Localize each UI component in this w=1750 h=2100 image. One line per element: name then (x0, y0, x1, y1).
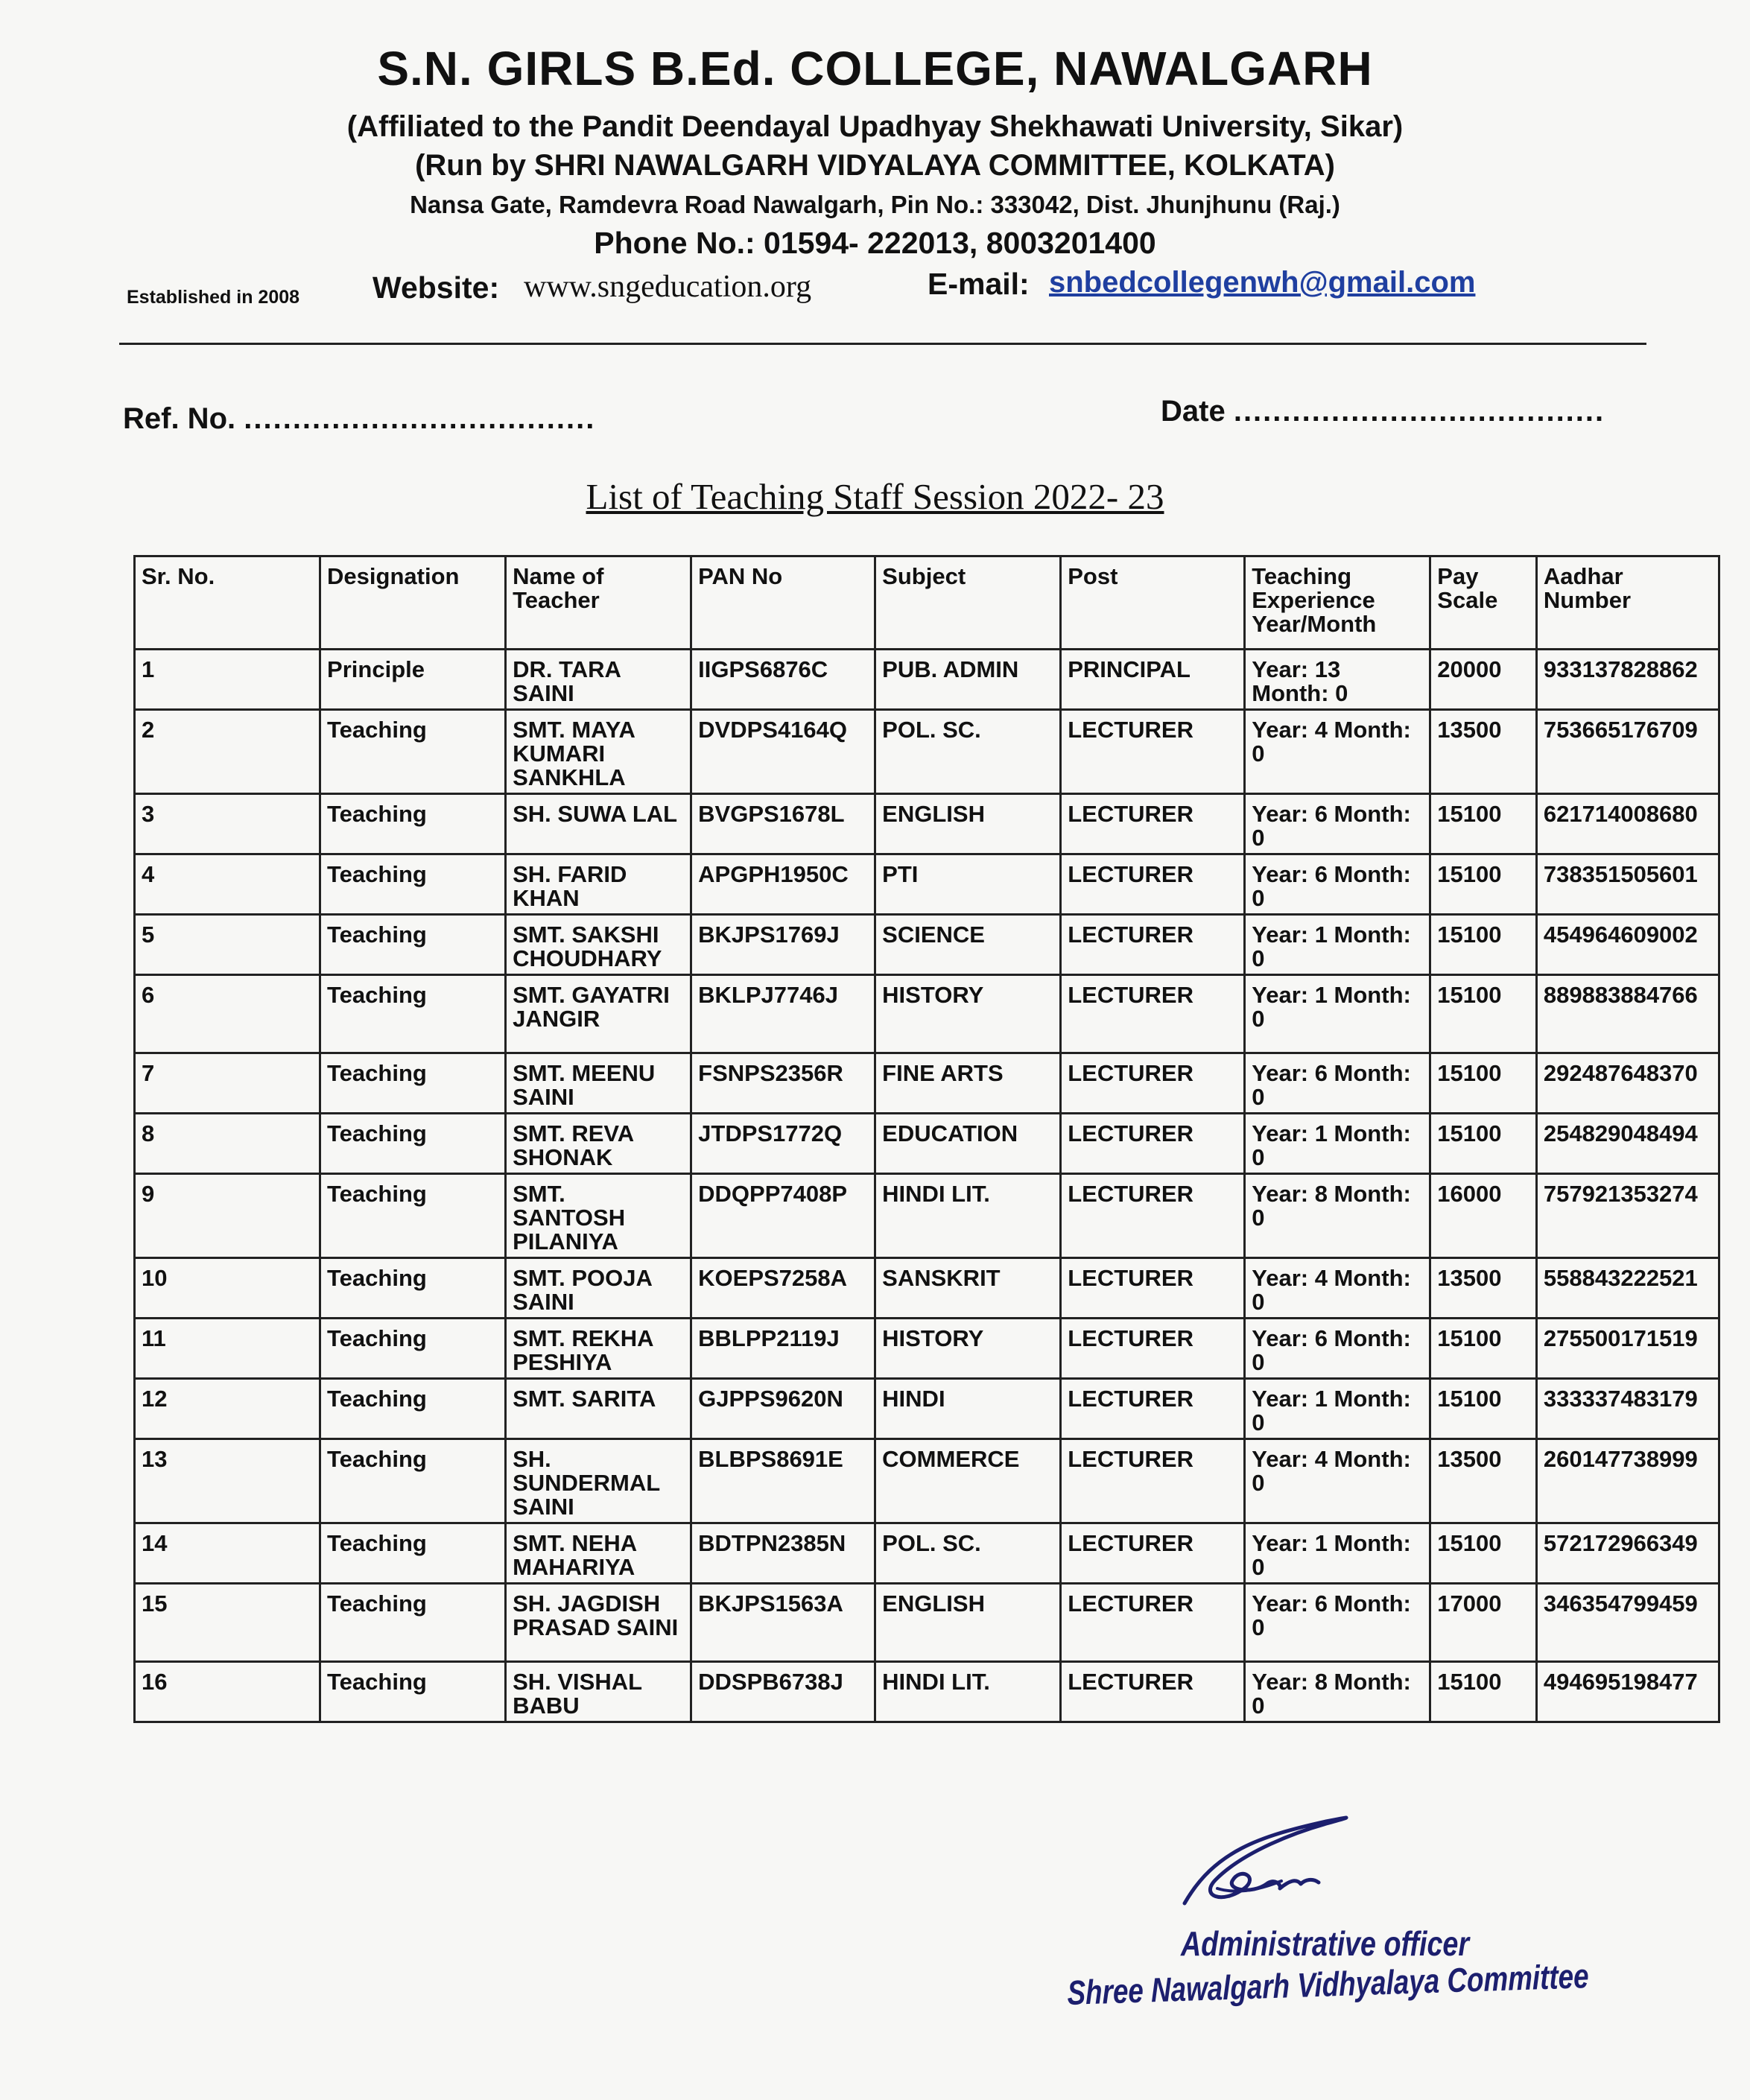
cell-pan: BKJPS1769J (691, 915, 875, 975)
cell-sr: 16 (135, 1662, 320, 1722)
cell-post: LECTURER (1061, 1584, 1245, 1662)
cell-pan: DDSPB6738J (691, 1662, 875, 1722)
cell-name: SMT. NEHA MAHARIYA (506, 1523, 691, 1584)
cell-designation: Teaching (320, 1053, 506, 1114)
cell-name: DR. TARA SAINI (506, 650, 691, 710)
cell-designation: Teaching (320, 794, 506, 854)
cell-pay: 16000 (1430, 1174, 1537, 1258)
address-line: Nansa Gate, Ramdevra Road Nawalgarh, Pin No.: 333042, Dist. Jhunjhunu (Raj.) (410, 191, 1340, 218)
phone-line: Phone No.: 01594- 222013, 8003201400 (594, 226, 1156, 260)
cell-sr: 6 (135, 975, 320, 1053)
cell-pan: BLBPS8691E (691, 1439, 875, 1523)
cell-subject: HISTORY (875, 975, 1061, 1053)
table-row (135, 1379, 1719, 1439)
ref-dots: .................................... (244, 402, 596, 435)
cell-designation: Teaching (320, 915, 506, 975)
cell-designation: Teaching (320, 1258, 506, 1319)
cell-subject: ENGLISH (875, 1584, 1061, 1662)
cell-aadhar: 621714008680 (1536, 794, 1719, 854)
header-name: Name of Teacher (506, 556, 691, 650)
cell-pan: IIGPS6876C (691, 650, 875, 710)
cell-subject: HISTORY (875, 1319, 1061, 1379)
header-pan: PAN No (691, 556, 875, 650)
cell-experience: Year: 1 Month: 0 (1245, 1114, 1430, 1174)
cell-sr: 15 (135, 1584, 320, 1662)
cell-subject: HINDI LIT. (875, 1174, 1061, 1258)
cell-post: LECTURER (1061, 794, 1245, 854)
table-row (135, 794, 1719, 854)
cell-pay: 15100 (1430, 915, 1537, 975)
cell-name: SMT. REKHA PESHIYA (506, 1319, 691, 1379)
cell-designation: Teaching (320, 1439, 506, 1523)
cell-aadhar: 275500171519 (1536, 1319, 1719, 1379)
table-row (135, 1523, 1719, 1584)
cell-name: SH. SUNDERMAL SAINI (506, 1439, 691, 1523)
cell-experience: Year: 1 Month: 0 (1245, 975, 1430, 1053)
cell-aadhar: 757921353274 (1536, 1174, 1719, 1258)
cell-subject: POL. SC. (875, 1523, 1061, 1584)
cell-aadhar: 333337483179 (1536, 1379, 1719, 1439)
cell-post: PRINCIPAL (1061, 650, 1245, 710)
cell-pan: DVDPS4164Q (691, 710, 875, 794)
table-body (135, 650, 1719, 1722)
cell-name: SH. FARID KHAN (506, 854, 691, 915)
cell-designation: Teaching (320, 854, 506, 915)
header-post: Post (1061, 556, 1245, 650)
table-row (135, 1439, 1719, 1523)
signatory-organization: Shree Nawalgarh Vidhyalaya Committee (1067, 1956, 1590, 2012)
table-row (135, 1174, 1719, 1258)
cell-experience: Year: 6 Month: 0 (1245, 1584, 1430, 1662)
cell-pay: 15100 (1430, 1379, 1537, 1439)
signatory-title: Administrative officer (1181, 1924, 1470, 1963)
cell-name: SH. JAGDISH PRASAD SAINI (506, 1584, 691, 1662)
cell-pay: 13500 (1430, 1258, 1537, 1319)
cell-post: LECTURER (1061, 975, 1245, 1053)
cell-pay: 20000 (1430, 650, 1537, 710)
cell-sr: 10 (135, 1258, 320, 1319)
table-row (135, 1584, 1719, 1662)
cell-designation: Teaching (320, 1584, 506, 1662)
cell-pay: 15100 (1430, 1662, 1537, 1722)
cell-aadhar: 558843222521 (1536, 1258, 1719, 1319)
cell-designation: Teaching (320, 1662, 506, 1722)
cell-experience: Year: 4 Month: 0 (1245, 1439, 1430, 1523)
run-by-line: (Run by SHRI NAWALGARH VIDYALAYA COMMITTEE, KOLKATA) (415, 149, 1335, 182)
cell-sr: 12 (135, 1379, 320, 1439)
date-dots: ...................................... (1233, 395, 1605, 428)
cell-aadhar: 572172966349 (1536, 1523, 1719, 1584)
list-title (0, 475, 1750, 518)
cell-name: SH. SUWA LAL (506, 794, 691, 854)
cell-subject: SANSKRIT (875, 1258, 1061, 1319)
cell-post: LECTURER (1061, 915, 1245, 975)
cell-aadhar: 753665176709 (1536, 710, 1719, 794)
header-subject: Subject (875, 556, 1061, 650)
table-row (135, 854, 1719, 915)
cell-subject: SCIENCE (875, 915, 1061, 975)
cell-pay: 13500 (1430, 1439, 1537, 1523)
email-label: E-mail: (928, 267, 1030, 301)
cell-name: SMT. REVA SHONAK (506, 1114, 691, 1174)
cell-pan: BBLPP2119J (691, 1319, 875, 1379)
cell-pan: DDQPP7408P (691, 1174, 875, 1258)
cell-pan: BKLPJ7746J (691, 975, 875, 1053)
cell-experience: Year: 8 Month: 0 (1245, 1174, 1430, 1258)
date-field (1161, 395, 1605, 428)
cell-experience: Year: 13 Month: 0 (1245, 650, 1430, 710)
cell-experience: Year: 4 Month: 0 (1245, 1258, 1430, 1319)
cell-subject: COMMERCE (875, 1439, 1061, 1523)
cell-post: LECTURER (1061, 1662, 1245, 1722)
cell-aadhar: 292487648370 (1536, 1053, 1719, 1114)
cell-subject: FINE ARTS (875, 1053, 1061, 1114)
cell-pan: GJPPS9620N (691, 1379, 875, 1439)
cell-name: SMT. SAKSHI CHOUDHARY (506, 915, 691, 975)
cell-pan: BDTPN2385N (691, 1523, 875, 1584)
cell-sr: 1 (135, 650, 320, 710)
cell-sr: 14 (135, 1523, 320, 1584)
cell-subject: POL. SC. (875, 710, 1061, 794)
cell-designation: Teaching (320, 1379, 506, 1439)
cell-pay: 13500 (1430, 710, 1537, 794)
cell-post: LECTURER (1061, 1174, 1245, 1258)
ref-no (123, 402, 595, 436)
cell-designation: Teaching (320, 1174, 506, 1258)
cell-sr: 4 (135, 854, 320, 915)
cell-pan: BKJPS1563A (691, 1584, 875, 1662)
cell-sr: 11 (135, 1319, 320, 1379)
ref-label: Ref. No. (123, 402, 236, 435)
cell-designation: Teaching (320, 1523, 506, 1584)
table-row (135, 915, 1719, 975)
date-label: Date (1161, 395, 1226, 428)
header-designation: Designation (320, 556, 506, 650)
header-aadhar: Aadhar Number (1536, 556, 1719, 650)
cell-aadhar: 889883884766 (1536, 975, 1719, 1053)
established-note: Established in 2008 (127, 287, 300, 308)
cell-sr: 9 (135, 1174, 320, 1258)
cell-experience: Year: 4 Month: 0 (1245, 710, 1430, 794)
cell-aadhar: 494695198477 (1536, 1662, 1719, 1722)
cell-post: LECTURER (1061, 1114, 1245, 1174)
table-row (135, 1053, 1719, 1114)
cell-pay: 15100 (1430, 1319, 1537, 1379)
table-header-row (135, 556, 1719, 650)
affiliation-line: (Affiliated to the Pandit Deendayal Upadhyay Shekhawati University, Sikar) (346, 110, 1404, 143)
cell-pay: 15100 (1430, 794, 1537, 854)
cell-post: LECTURER (1061, 1379, 1245, 1439)
email-link[interactable]: snbedcollegenwh@gmail.com (1049, 266, 1476, 299)
header-pay-scale: Pay Scale (1430, 556, 1537, 650)
cell-designation: Teaching (320, 710, 506, 794)
cell-name: SMT. POOJA SAINI (506, 1258, 691, 1319)
cell-subject: ENGLISH (875, 794, 1061, 854)
cell-aadhar: 254829048494 (1536, 1114, 1719, 1174)
cell-experience: Year: 6 Month: 0 (1245, 1053, 1430, 1114)
cell-designation: Teaching (320, 1319, 506, 1379)
cell-post: LECTURER (1061, 710, 1245, 794)
cell-experience: Year: 6 Month: 0 (1245, 854, 1430, 915)
cell-aadhar: 260147738999 (1536, 1439, 1719, 1523)
cell-sr: 2 (135, 710, 320, 794)
table-row (135, 975, 1719, 1053)
cell-pay: 15100 (1430, 1053, 1537, 1114)
header-sr-no: Sr. No. (135, 556, 320, 650)
table-row (135, 710, 1719, 794)
header-divider (119, 343, 1646, 345)
cell-aadhar: 933137828862 (1536, 650, 1719, 710)
cell-subject: PUB. ADMIN (875, 650, 1061, 710)
table-row (135, 650, 1719, 710)
cell-sr: 8 (135, 1114, 320, 1174)
website-link[interactable]: www.sngeducation.org (524, 270, 812, 304)
cell-pay: 17000 (1430, 1584, 1537, 1662)
cell-designation: Principle (320, 650, 506, 710)
cell-sr: 7 (135, 1053, 320, 1114)
cell-aadhar: 454964609002 (1536, 915, 1719, 975)
cell-post: LECTURER (1061, 1439, 1245, 1523)
cell-subject: EDUCATION (875, 1114, 1061, 1174)
cell-pay: 15100 (1430, 854, 1537, 915)
cell-post: LECTURER (1061, 1319, 1245, 1379)
cell-designation: Teaching (320, 1114, 506, 1174)
cell-pan: BVGPS1678L (691, 794, 875, 854)
cell-post: LECTURER (1061, 1523, 1245, 1584)
cell-name: SMT. GAYATRI JANGIR (506, 975, 691, 1053)
cell-sr: 5 (135, 915, 320, 975)
cell-pan: FSNPS2356R (691, 1053, 875, 1114)
teaching-staff-table (133, 555, 1720, 1723)
cell-experience: Year: 8 Month: 0 (1245, 1662, 1430, 1722)
list-title-text: List of Teaching Staff Session 2022- 23 (586, 476, 1164, 517)
cell-aadhar: 346354799459 (1536, 1584, 1719, 1662)
table-row (135, 1258, 1719, 1319)
cell-name: SMT. MEENU SAINI (506, 1053, 691, 1114)
cell-sr: 3 (135, 794, 320, 854)
cell-subject: HINDI (875, 1379, 1061, 1439)
cell-name: SMT. SARITA (506, 1379, 691, 1439)
cell-post: LECTURER (1061, 1258, 1245, 1319)
cell-sr: 13 (135, 1439, 320, 1523)
cell-subject: PTI (875, 854, 1061, 915)
cell-pay: 15100 (1430, 1523, 1537, 1584)
cell-subject: HINDI LIT. (875, 1662, 1061, 1722)
cell-name: SMT. SANTOSH PILANIYA (506, 1174, 691, 1258)
cell-pan: APGPH1950C (691, 854, 875, 915)
cell-experience: Year: 6 Month: 0 (1245, 1319, 1430, 1379)
cell-experience: Year: 1 Month: 0 (1245, 1523, 1430, 1584)
college-name: S.N. GIRLS B.Ed. COLLEGE, NAWALGARH (377, 42, 1373, 95)
cell-post: LECTURER (1061, 1053, 1245, 1114)
cell-designation: Teaching (320, 975, 506, 1053)
cell-pay: 15100 (1430, 1114, 1537, 1174)
cell-post: LECTURER (1061, 854, 1245, 915)
cell-pan: KOEPS7258A (691, 1258, 875, 1319)
cell-pay: 15100 (1430, 975, 1537, 1053)
table-row (135, 1662, 1719, 1722)
header-experience: Teaching Experience Year/Month (1245, 556, 1430, 650)
website-label: Website: (372, 270, 500, 305)
cell-pan: JTDPS1772Q (691, 1114, 875, 1174)
cell-name: SMT. MAYA KUMARI SANKHLA (506, 710, 691, 794)
table-row (135, 1319, 1719, 1379)
cell-aadhar: 738351505601 (1536, 854, 1719, 915)
signature-scribble (1170, 1806, 1363, 1918)
table-row (135, 1114, 1719, 1174)
cell-name: SH. VISHAL BABU (506, 1662, 691, 1722)
cell-experience: Year: 1 Month: 0 (1245, 1379, 1430, 1439)
cell-experience: Year: 6 Month: 0 (1245, 794, 1430, 854)
cell-experience: Year: 1 Month: 0 (1245, 915, 1430, 975)
